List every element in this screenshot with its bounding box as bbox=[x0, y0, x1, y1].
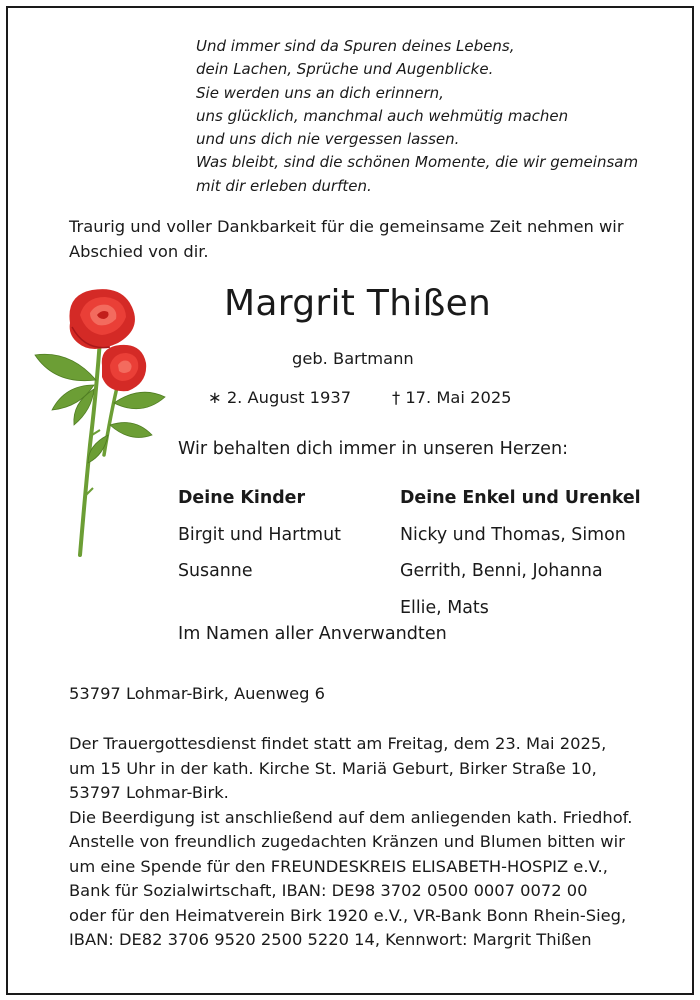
service-line: Bank für Sozialwirtschaft, IBAN: DE98 3702 0500 0007 0072 00 bbox=[69, 881, 588, 900]
service-information bbox=[69, 732, 632, 953]
address: 53797 Lohmar-Birk, Auenweg 6 bbox=[69, 684, 325, 703]
grandchildren-line: Nicky und Thomas, Simon bbox=[400, 524, 626, 545]
deceased-name: Margrit Thißen bbox=[224, 283, 492, 324]
grandchildren-line: Ellie, Mats bbox=[400, 598, 489, 619]
poem-line: dein Lachen, Sprüche und Augenblicke. bbox=[196, 60, 494, 79]
service-line: Anstelle von freundlich zugedachten Kränzen und Blumen bitten wir bbox=[69, 832, 625, 851]
grandchildren-column bbox=[400, 480, 641, 627]
poem-line: mit dir erleben durften. bbox=[196, 176, 372, 195]
intro-text bbox=[69, 214, 624, 264]
service-line: um 15 Uhr in der kath. Kirche St. Mariä Geburt, Birker Straße 10, bbox=[69, 758, 597, 778]
children-label: Deine Kinder bbox=[178, 488, 306, 508]
children-line: Birgit und Hartmut bbox=[178, 524, 341, 545]
poem-line: und uns dich nie vergessen lassen. bbox=[196, 130, 460, 149]
service-line: Der Trauergottesdienst findet statt am Freitag, dem 23. Mai 2025, bbox=[69, 734, 607, 753]
grandchildren-label: Deine Enkel und Urenkel bbox=[400, 488, 641, 508]
service-line: um eine Spende für den FREUNDESKREIS ELISABETH-HOSPIZ e.V., bbox=[69, 856, 608, 876]
children-column bbox=[178, 480, 341, 590]
poem bbox=[196, 35, 638, 198]
service-line: IBAN: DE82 3706 9520 2500 5220 14, Kennwort: Margrit Thißen bbox=[69, 930, 592, 949]
rose-bloom-large bbox=[69, 289, 134, 349]
maiden-name: geb. Bartmann bbox=[292, 349, 414, 368]
poem-line: Und immer sind da Spuren deines Lebens, bbox=[196, 37, 515, 55]
poem-line: uns glücklich, manchmal auch wehmütig machen bbox=[196, 106, 569, 125]
red-rose-icon bbox=[30, 285, 180, 565]
poem-line: Was bleibt, sind die schönen Momente, die wir gemeinsam bbox=[196, 153, 639, 172]
birth-date: ∗ 2. August 1937 bbox=[208, 388, 352, 407]
relatives-line: Im Namen aller Anverwandten bbox=[178, 624, 447, 644]
poem-line: Sie werden uns an dich erinnern, bbox=[196, 83, 444, 102]
children-line: Susanne bbox=[178, 561, 253, 582]
mourners-heading: Wir behalten dich immer in unseren Herzen: bbox=[178, 439, 569, 459]
intro-line: Traurig und voller Dankbarkeit für die gemeinsame Zeit nehmen wir bbox=[69, 217, 624, 236]
death-date: † 17. Mai 2025 bbox=[392, 388, 512, 407]
rose-bloom-small bbox=[102, 345, 146, 391]
service-line: Die Beerdigung ist anschließend auf dem anliegenden kath. Friedhof. bbox=[69, 807, 633, 827]
grandchildren-line: Gerrith, Benni, Johanna bbox=[400, 561, 603, 582]
service-line: oder für den Heimatverein Birk 1920 e.V., VR-Bank Bonn Rhein-Sieg, bbox=[69, 905, 627, 925]
service-line: 53797 Lohmar-Birk. bbox=[69, 783, 229, 802]
intro-line: Abschied von dir. bbox=[69, 242, 209, 261]
